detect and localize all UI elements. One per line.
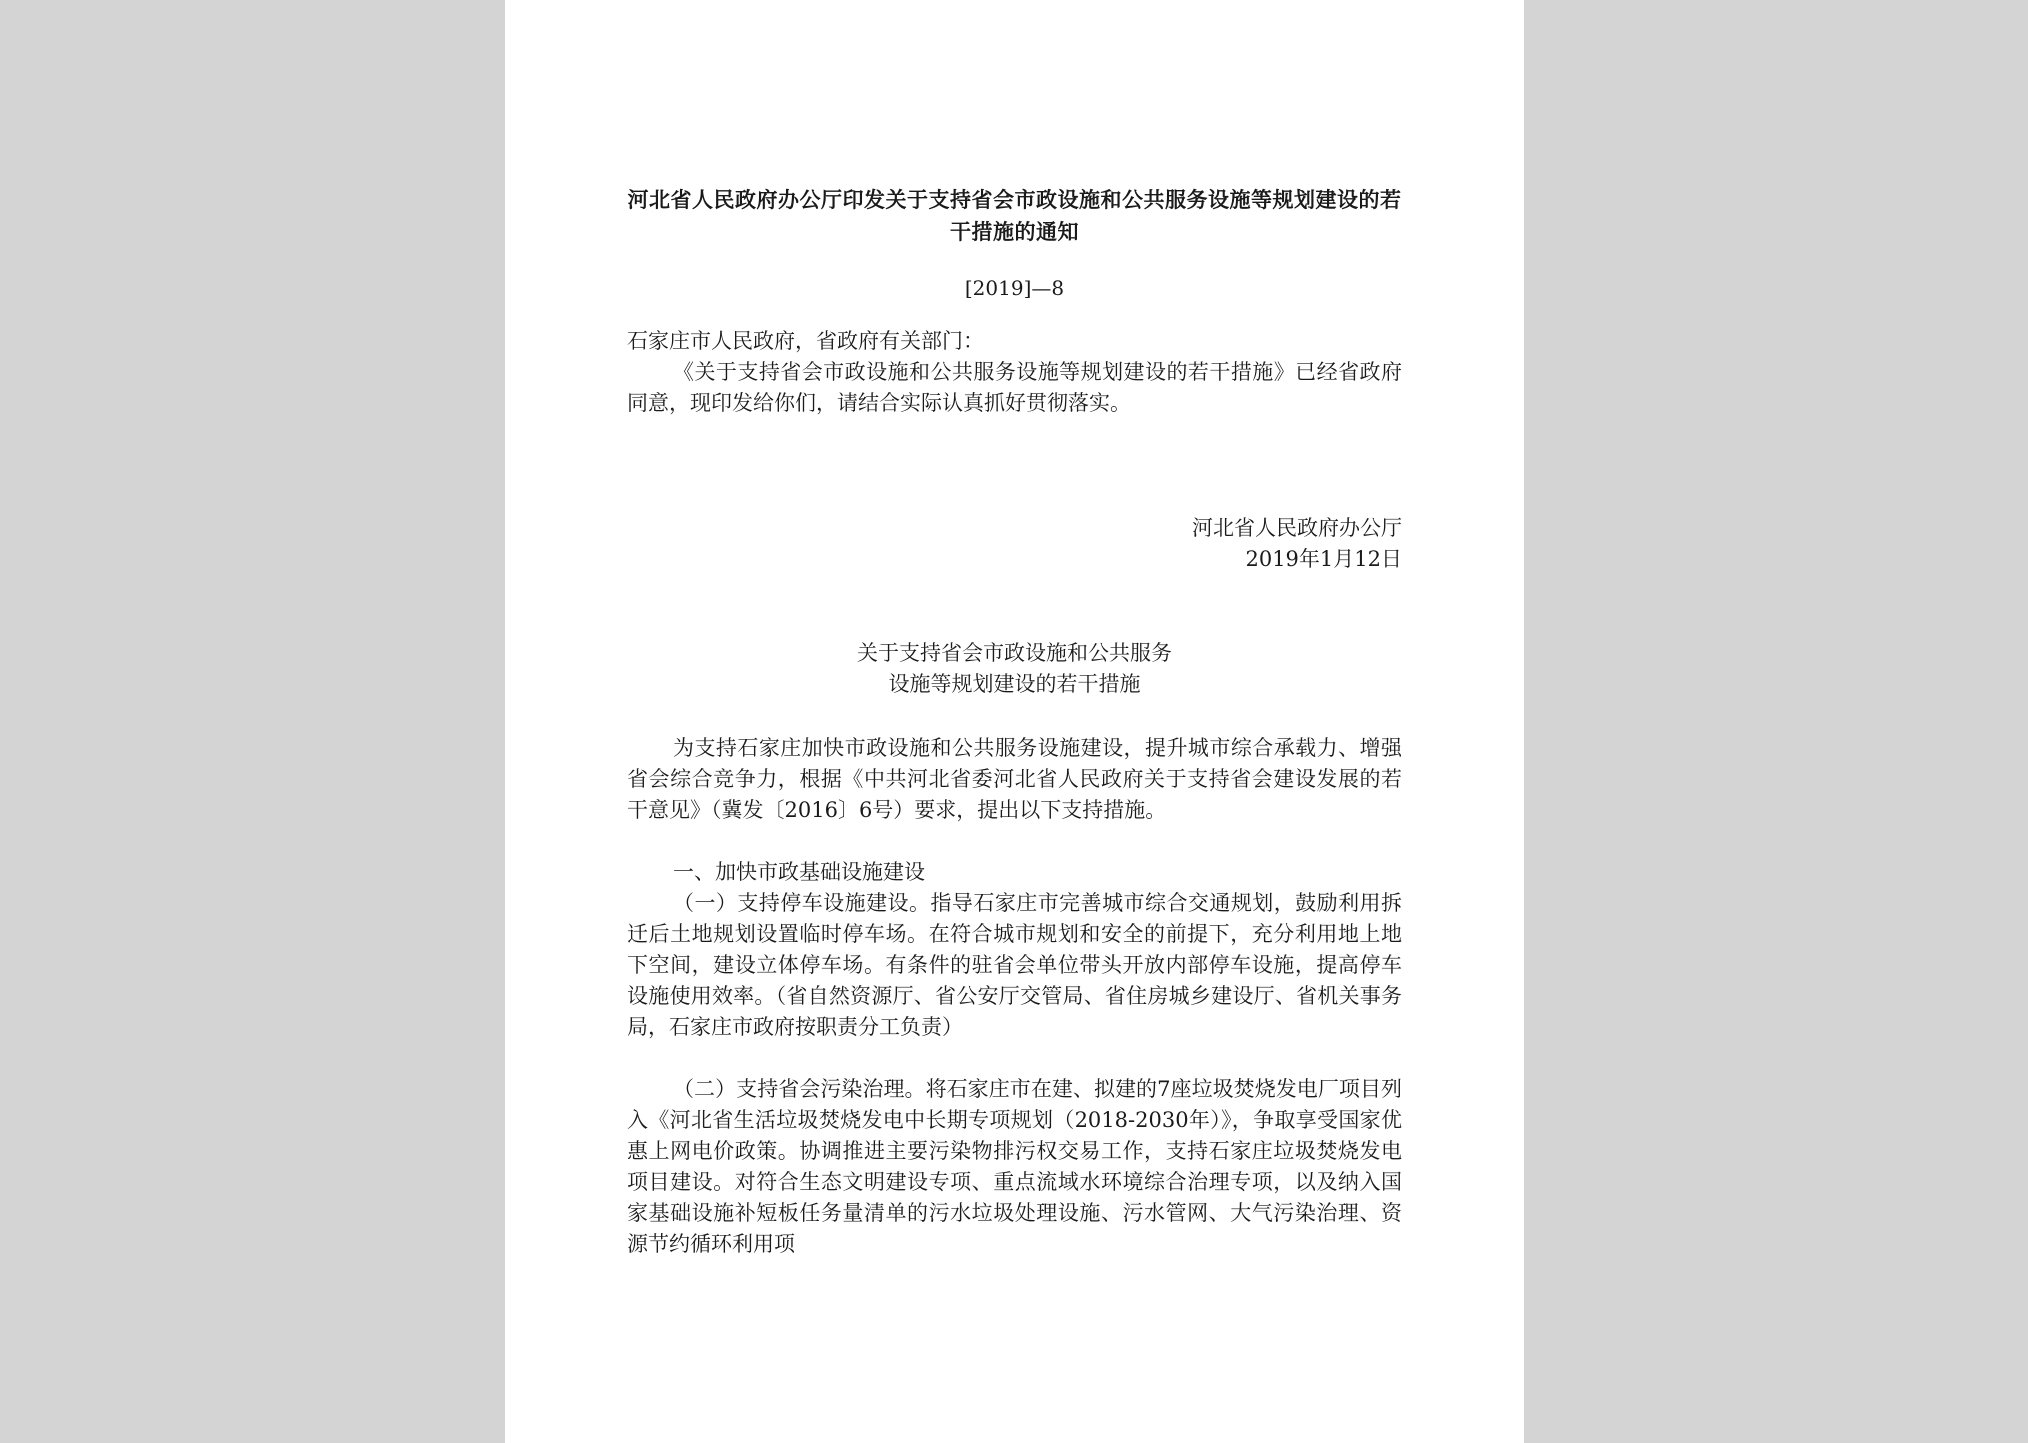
- notice-body: 《关于支持省会市政设施和公共服务设施等规划建设的若干措施》已经省政府同意，现印发给你们，请结合实际认真抓好贯彻落实。: [627, 360, 1402, 415]
- addressee: 石家庄市人民政府，省政府有关部门：: [627, 329, 984, 353]
- issuer: 河北省人民政府办公厅: [1192, 516, 1402, 540]
- measure-item-1: （一）支持停车设施建设。指导石家庄市完善城市综合交通规划，鼓励利用拆迁后土地规划设置临时停车场。在符合城市规划和安全的前提下，充分利用地上地下空间，建设立体停车场。有条件的驻省会单位带头开放内部停车设施，提高停车设施使用效率。（省自然资源厅、省公安厅交管局、省住房城乡建设厅、省机关事务局，石家庄市政府按职责分工负责）: [627, 891, 1402, 1039]
- notice-title: 河北省人民政府办公厅印发关于支持省会市政设施和公共服务设施等规划建设的若干措施的通知: [627, 187, 1402, 244]
- section1-heading: 一、加快市政基础设施建设: [673, 860, 925, 884]
- document-number: [2019]—8: [964, 276, 1065, 300]
- document-page: [505, 0, 1524, 1443]
- measure-item-2: （二）支持省会污染治理。将石家庄市在建、拟建的7座垃圾焚烧发电厂项目列入《河北省生活垃圾焚烧发电中长期专项规划（2018-2030年）》，争取享受国家优惠上网电价政策。协调推进主要污染物排污权交易工作，支持石家庄垃圾焚烧发电项目建设。对符合生态文明建设专项、重点流域水环境综合治理专项，以及纳入国家基础设施补短板任务量清单的污水垃圾处理设施、污水管网、大气污染治理、资源节约循环利用项: [627, 1077, 1402, 1256]
- measures-intro: 为支持石家庄加快市政设施和公共服务设施建设，提升城市综合承载力、增强省会综合竞争力，根据《中共河北省委河北省人民政府关于支持省会建设发展的若干意见》（冀发〔2016〕6号）要求，提出以下支持措施。: [627, 736, 1402, 822]
- measures-title-line1: 关于支持省会市政设施和公共服务: [857, 641, 1172, 665]
- measures-title-line2: 设施等规划建设的若干措施: [888, 672, 1141, 696]
- issue-date: 2019年1月12日: [1245, 547, 1402, 571]
